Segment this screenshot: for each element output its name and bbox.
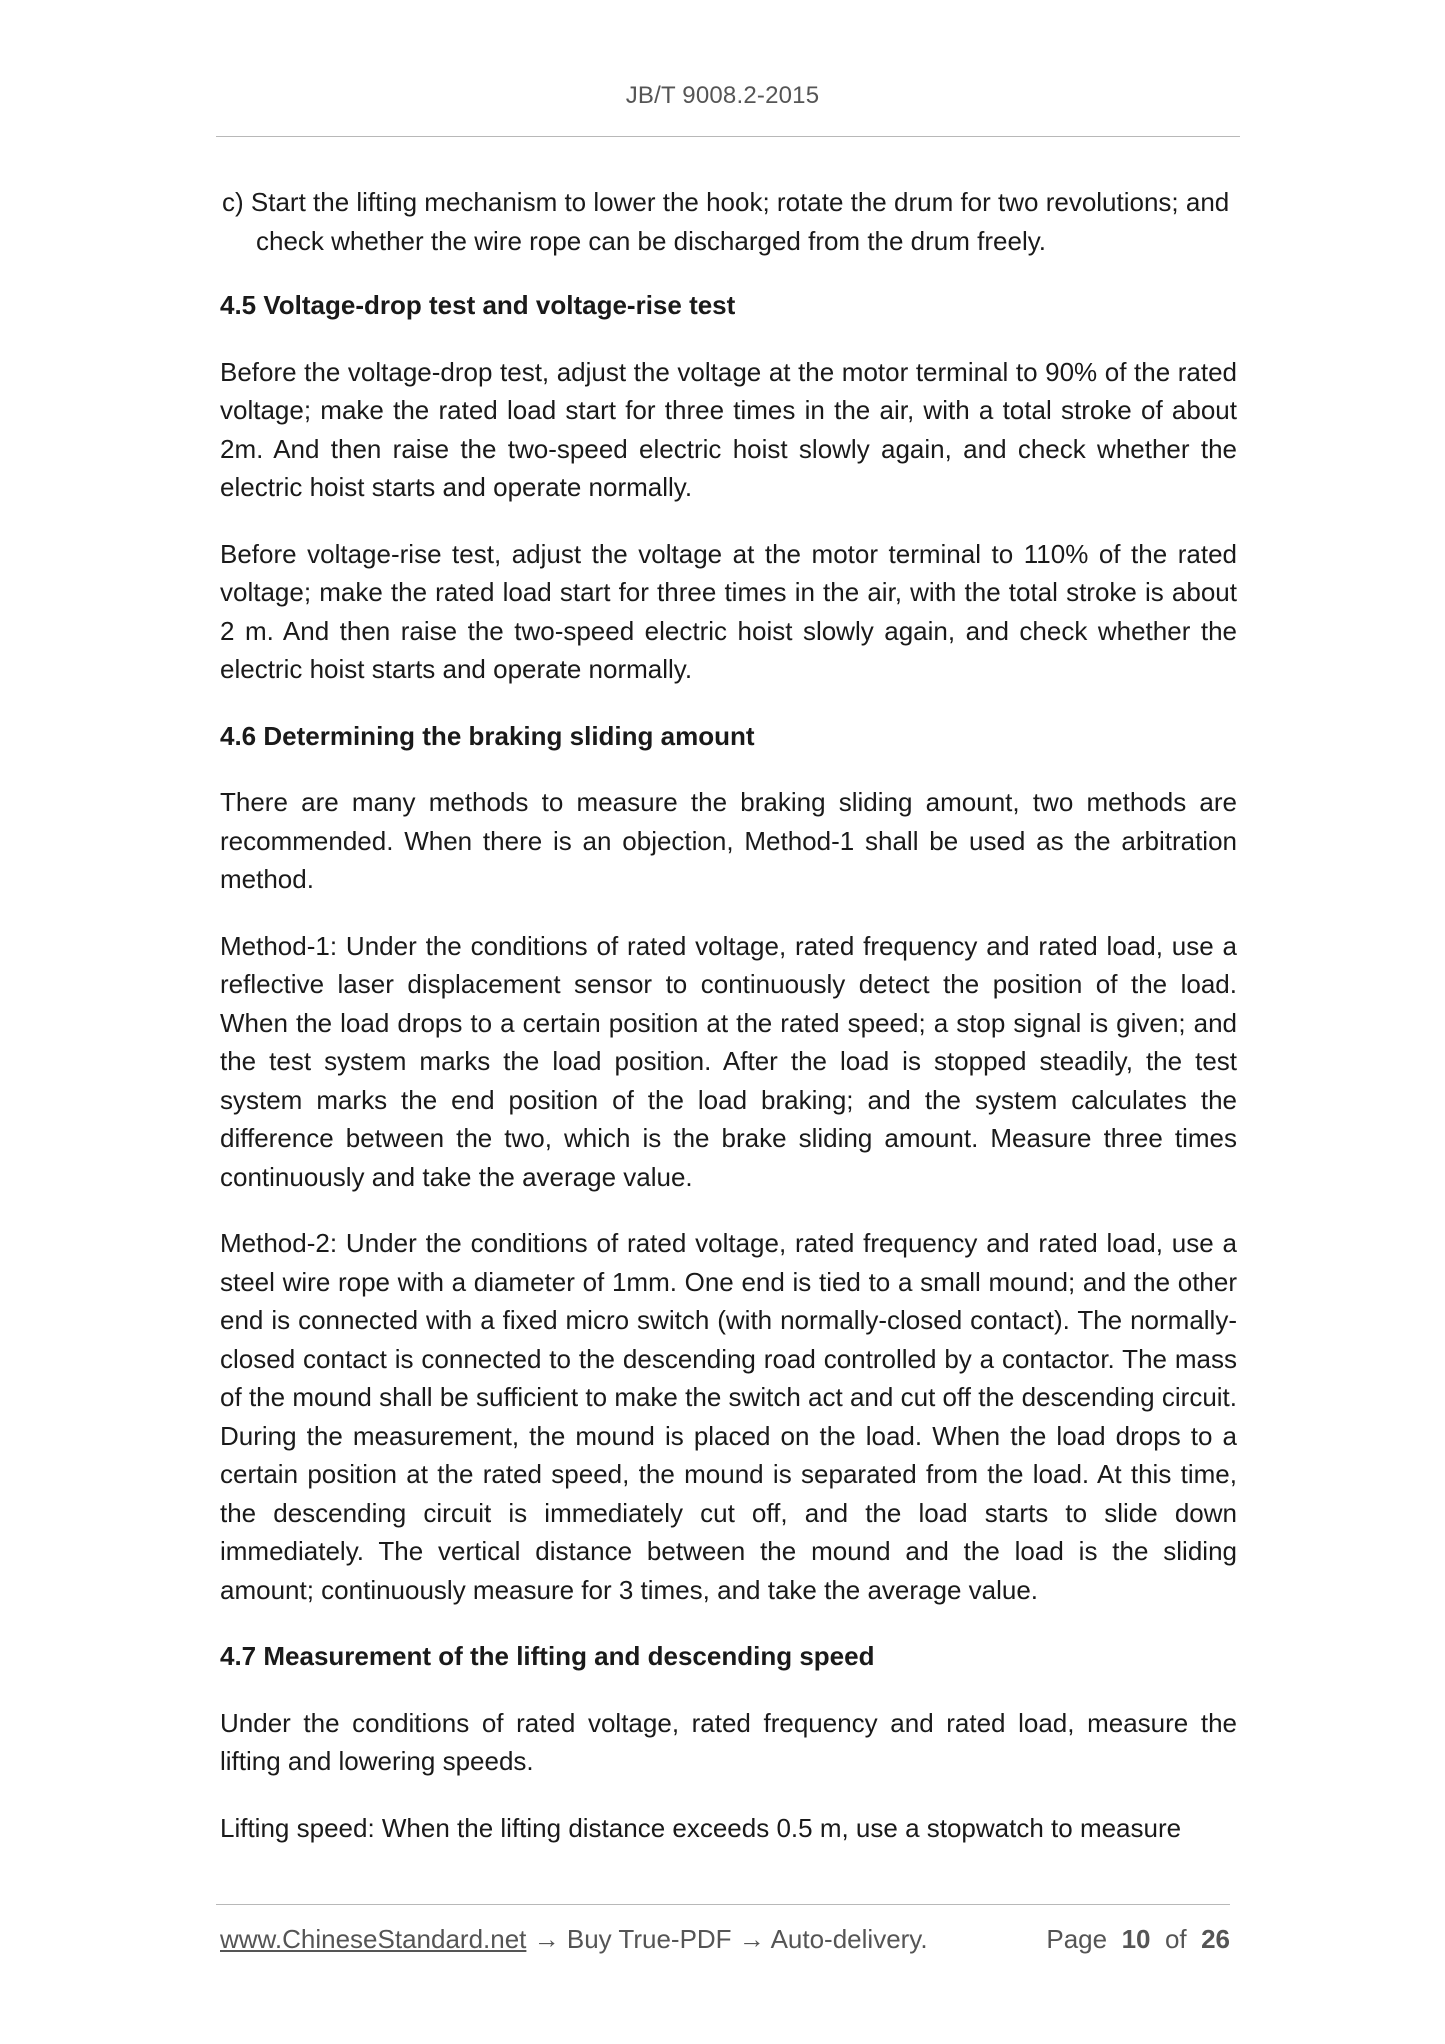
paragraph-voltage-rise: Before voltage-rise test, adjust the voltage at the motor terminal to 110% of the rated voltage; make the rated load start for three times in the air, with the total stroke is about 2 m. And then raise the two-speed electric hoist slowly again, and check whether the electric hoist starts and operate normally.: [220, 538, 1237, 684]
section-heading-4-6: 4.6 Determining the braking sliding amount: [220, 720, 755, 751]
list-item-c: c) Start the lifting mechanism to lower the hook; rotate the drum for two revolutions; and check whether the wire rope can be discharged from the drum freely.: [222, 187, 1230, 256]
document-header: [0, 82, 1445, 110]
header-divider: [216, 136, 1240, 137]
page-label: Page: [1046, 1924, 1108, 1954]
section-heading-4-7: 4.7 Measurement of the lifting and descending speed: [220, 1641, 875, 1671]
page-of: of: [1164, 1924, 1187, 1954]
section-heading-4-5: 4.5 Voltage-drop test and voltage-rise test: [220, 290, 736, 320]
page-content: [220, 183, 1237, 1847]
website-link[interactable]: www.ChineseStandard.net: [220, 1924, 527, 1954]
page-total: 26: [1201, 1924, 1230, 1954]
paragraph-methods-intro: There are many methods to measure the braking sliding amount, two methods are recommended. When there is an objection, Method-1 shall be used as the arbitration method.: [220, 787, 1237, 894]
page-current: 10: [1121, 1924, 1151, 1954]
paragraph-lifting-speed: Lifting speed: When the lifting distance exceeds 0.5 m, use a stopwatch to measure: [220, 1812, 1182, 1843]
paragraph-method-2: Method-2: Under the conditions of rated voltage, rated frequency and rated load, use a steel wire rope with a diameter of 1mm. One end is tied to a small mound; and the other end is connected with a fixed micro switch (with normally-closed contact). The normally-closed contact is connected to the descending road controlled by a contactor. The mass of the mound shall be sufficient to make the switch act and cut off the descending circuit. During the measurement, the mound is placed on the load. When the load drops to a certain position at the rated speed, the mound is separated from the load. At this time, the descending circuit is immediately cut off, and the load starts to slide down immediately. The vertical distance between the mound and the load is the sliding amount; continuously measure for 3 times, and take the average value.: [220, 1228, 1237, 1605]
footer-promo-text: → Buy True-PDF → Auto-delivery.: [526, 1924, 928, 1954]
paragraph-method-1: Method-1: Under the conditions of rated voltage, rated frequency and rated load, use a reflective laser displacement sensor to continuously detect the position of the load. When the load drops to a certain position at the rated speed; a stop signal is given; and the test system marks the load position. After the load is stopped steadily, the test system marks the end position of the load braking; and the system calculates the difference between the two, which is the brake sliding amount. Measure three times continuously and take the average value.: [220, 930, 1237, 1192]
footer-promo: [220, 1924, 928, 1955]
footer-divider: [216, 1904, 1230, 1905]
paragraph-speed-conditions: Under the conditions of rated voltage, rated frequency and rated load, measure the lifting and lowering speeds.: [220, 1707, 1237, 1776]
paragraph-voltage-drop: Before the voltage-drop test, adjust the voltage at the motor terminal to 90% of the rated voltage; make the rated load start for three times in the air, with a total stroke of about 2m. And then raise the two-speed electric hoist slowly again, and check whether the electric hoist starts and operate normally.: [220, 356, 1237, 502]
page-number: [1046, 1924, 1230, 1955]
document-id: JB/T 9008.2-2015: [625, 82, 820, 109]
